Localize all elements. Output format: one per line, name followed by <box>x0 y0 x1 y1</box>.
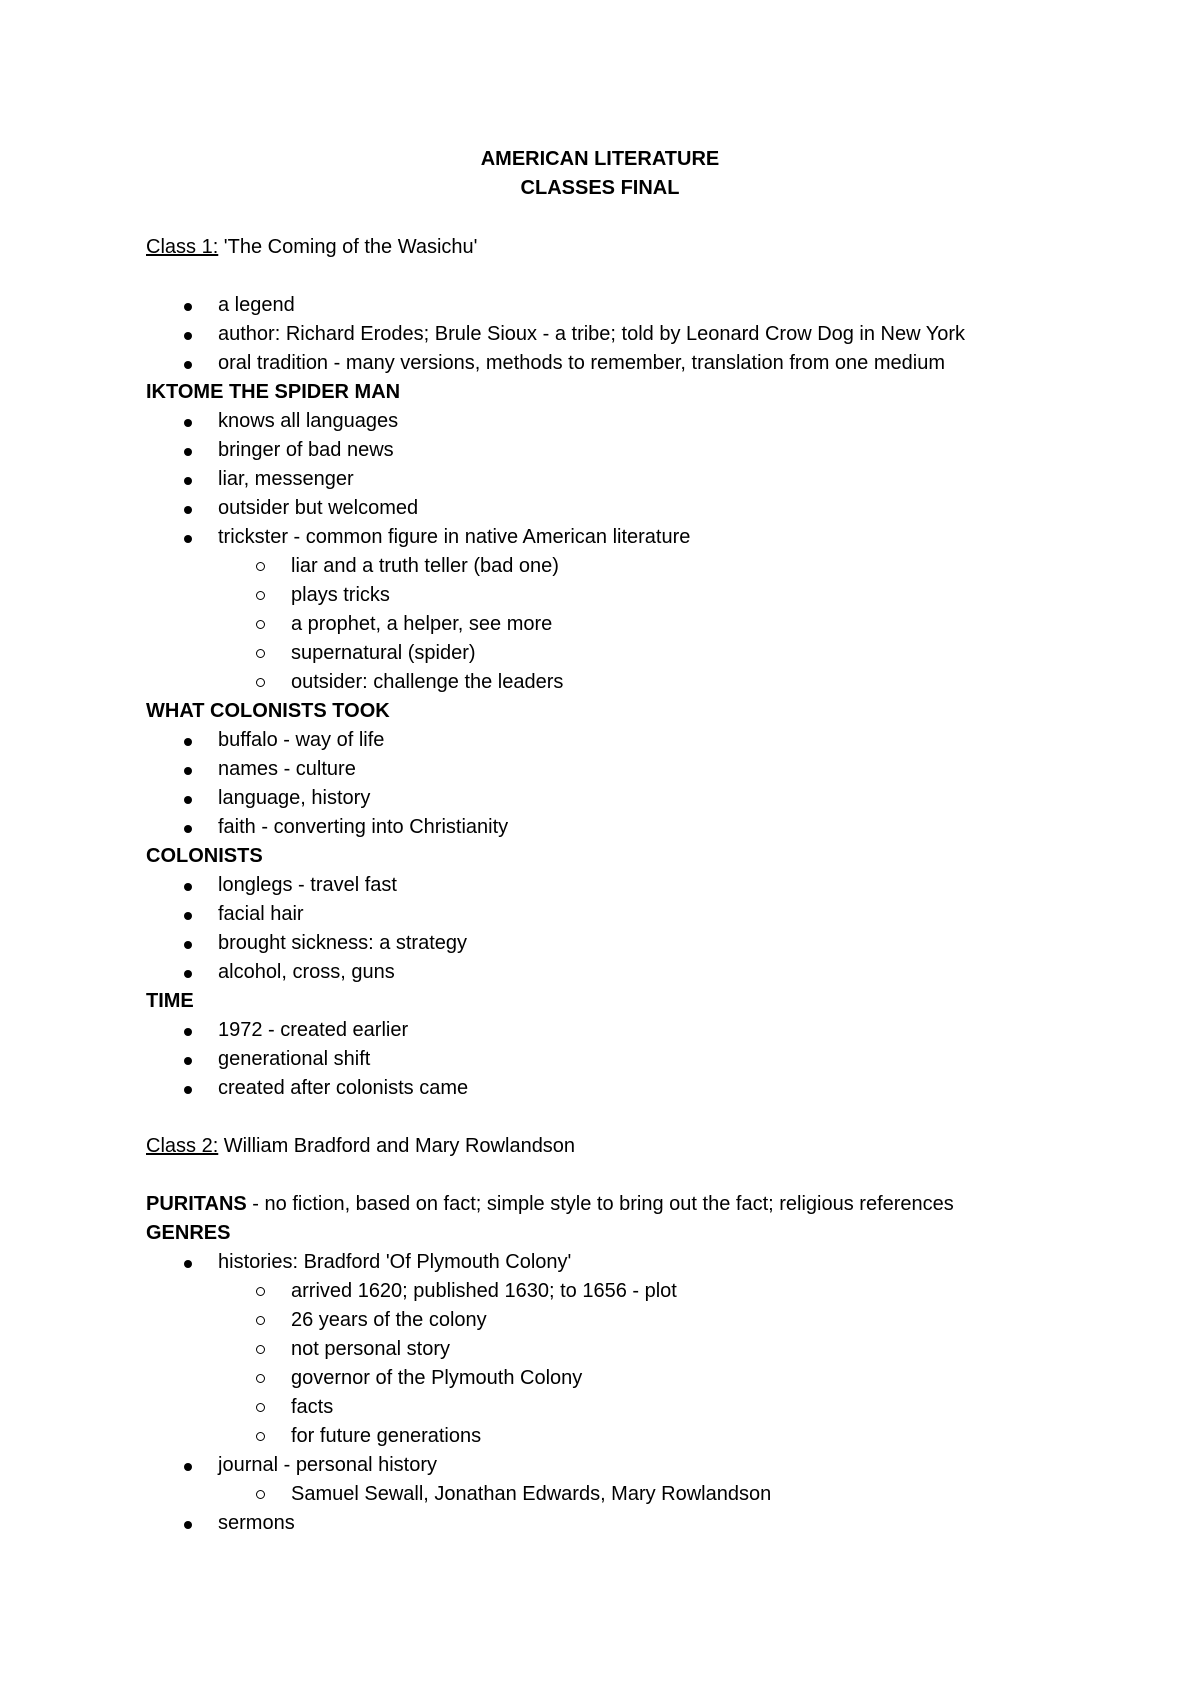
sub-list-item: a prophet, a helper, see more <box>291 610 552 639</box>
list-item: buffalo - way of life <box>218 726 384 755</box>
hollow-bullet-icon <box>256 1374 265 1383</box>
sub-list-item: not personal story <box>291 1335 450 1364</box>
section-heading-colonists-took: WHAT COLONISTS TOOK <box>146 700 390 722</box>
sub-list-item: Samuel Sewall, Jonathan Edwards, Mary Rowlandson <box>291 1480 771 1509</box>
bullet-icon <box>184 303 192 311</box>
puritans-line <box>146 1190 954 1219</box>
list-item: author: Richard Erodes; Brule Sioux - a tribe; told by Leonard Crow Dog in New York <box>218 320 965 349</box>
bullet-icon <box>184 419 192 427</box>
bullet-icon <box>184 448 192 456</box>
class-2-heading <box>146 1132 575 1161</box>
document-subtitle: CLASSES FINAL <box>520 177 680 199</box>
bullet-icon <box>184 1521 192 1529</box>
list-item: sermons <box>218 1509 295 1538</box>
list-item: a legend <box>218 291 295 320</box>
list-item: oral tradition - many versions, methods to remember, translation from one medium <box>218 349 945 378</box>
class-1-label: Class 1: <box>146 236 219 258</box>
section-heading-time: TIME <box>146 990 194 1012</box>
puritans-heading: PURITANS <box>146 1193 247 1215</box>
list-item: faith - converting into Christianity <box>218 813 508 842</box>
section-heading-colonists: COLONISTS <box>146 845 263 867</box>
sub-list-item: governor of the Plymouth Colony <box>291 1364 582 1393</box>
list-item: journal - personal history <box>218 1451 437 1480</box>
sub-list-item: facts <box>291 1393 333 1422</box>
bullet-icon <box>184 477 192 485</box>
list-item: trickster - common figure in native American literature <box>218 523 690 552</box>
bullet-icon <box>184 767 192 775</box>
hollow-bullet-icon <box>256 1432 265 1441</box>
section-heading-iktome: IKTOME THE SPIDER MAN <box>146 381 401 403</box>
sub-list-item: 26 years of the colony <box>291 1306 487 1335</box>
bullet-icon <box>184 912 192 920</box>
list-item: facial hair <box>218 900 304 929</box>
list-item: alcohol, cross, guns <box>218 958 395 987</box>
hollow-bullet-icon <box>256 1403 265 1412</box>
bullet-icon <box>184 796 192 804</box>
list-item: liar, messenger <box>218 465 354 494</box>
sub-list-item: liar and a truth teller (bad one) <box>291 552 559 581</box>
sub-list-item: outsider: challenge the leaders <box>291 668 563 697</box>
document-title: AMERICAN LITERATURE <box>480 148 720 170</box>
bullet-icon <box>184 825 192 833</box>
section-heading-genres: GENRES <box>146 1222 231 1244</box>
list-item: generational shift <box>218 1045 370 1074</box>
class-1-title: 'The Coming of the Wasichu' <box>218 236 478 258</box>
list-item: outsider but welcomed <box>218 494 418 523</box>
bullet-icon <box>184 738 192 746</box>
bullet-icon <box>184 1057 192 1065</box>
hollow-bullet-icon <box>256 1287 265 1296</box>
list-item: names - culture <box>218 755 356 784</box>
list-item: longlegs - travel fast <box>218 871 397 900</box>
list-item: brought sickness: a strategy <box>218 929 467 958</box>
puritans-description: - no fiction, based on fact; simple style to bring out the fact; religious references <box>246 1193 954 1215</box>
hollow-bullet-icon <box>256 1345 265 1354</box>
bullet-icon <box>184 970 192 978</box>
bullet-icon <box>184 883 192 891</box>
bullet-icon <box>184 1463 192 1471</box>
class-2-title: William Bradford and Mary Rowlandson <box>218 1135 576 1157</box>
sub-list-item: for future generations <box>291 1422 481 1451</box>
list-item: knows all languages <box>218 407 398 436</box>
bullet-icon <box>184 1260 192 1268</box>
sub-list-item: arrived 1620; published 1630; to 1656 - plot <box>291 1277 677 1306</box>
hollow-bullet-icon <box>256 649 265 658</box>
list-item: language, history <box>218 784 370 813</box>
hollow-bullet-icon <box>256 1316 265 1325</box>
bullet-icon <box>184 506 192 514</box>
hollow-bullet-icon <box>256 562 265 571</box>
list-item: bringer of bad news <box>218 436 394 465</box>
list-item: 1972 - created earlier <box>218 1016 408 1045</box>
bullet-icon <box>184 1086 192 1094</box>
bullet-icon <box>184 1028 192 1036</box>
bullet-icon <box>184 332 192 340</box>
list-item: created after colonists came <box>218 1074 468 1103</box>
hollow-bullet-icon <box>256 1490 265 1499</box>
sub-list-item: plays tricks <box>291 581 390 610</box>
class-1-heading <box>146 233 477 262</box>
hollow-bullet-icon <box>256 620 265 629</box>
list-item: histories: Bradford 'Of Plymouth Colony' <box>218 1248 571 1277</box>
bullet-icon <box>184 535 192 543</box>
class-2-label: Class 2: <box>146 1135 219 1157</box>
bullet-icon <box>184 941 192 949</box>
hollow-bullet-icon <box>256 678 265 687</box>
bullet-icon <box>184 361 192 369</box>
hollow-bullet-icon <box>256 591 265 600</box>
sub-list-item: supernatural (spider) <box>291 639 476 668</box>
